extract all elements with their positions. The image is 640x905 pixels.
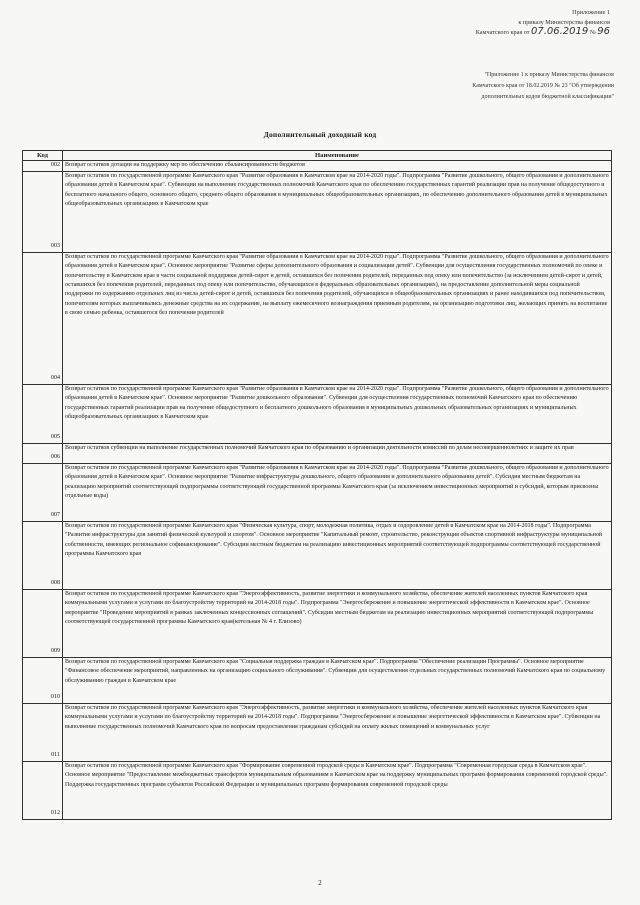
row-name: Возврат остатков по государственной программе Камчатского края "Энергоэффективность, развитие энергетики и коммунального хозяйства, обеспечение жителей населенных пунктов Камчатского края коммунальными услугами и услугами по благоустройству территорий на 2014-2018 годы". Подпрограмма "Энергосбережение и повышение энергетической эффективности в Камчатском крае". Основное мероприятие "Проведение мероприятий в рамках заключенных концессионных соглашений". Субсидии местным бюджетам на реализацию инвестиционных мероприятий соответствующей подпрограммы соответствующей государственной программы Камчатского края(котельная № 4 г. Елизово)	[63, 589, 612, 657]
previous-order-line-1: "Приложение 1 к приказу Министерства финансов	[484, 72, 614, 78]
row-name: Возврат остатков по государственной программе Камчатского края "Развитие образования в Камчатском крае на 2014-2020 годы". Подпрограмма "Развитие дошкольного, общего образования и дополнительного образования детей в Камчатском крае". Основное мероприятие "Развитие инфраструктуры дошкольного, общего образования и дополнительного образования детей". Субсидия местным бюджетам на реализацию мероприятий соответствующей подпрограммы соответствующей государственной программы Камчатского края (за исключением инвестиционных мероприятий и субсидий, которым присвоены отдельные коды)	[63, 463, 612, 521]
row-code: 010	[23, 657, 63, 703]
row-code: 008	[23, 521, 63, 589]
table-row	[23, 657, 612, 703]
table-row	[23, 252, 612, 384]
table-row	[23, 589, 612, 657]
appendix-label: Приложение 1	[572, 9, 610, 16]
table-row	[23, 384, 612, 443]
row-name: Возврат остатков по государственной программе Камчатского края "Формирование современной городской среды в Камчатском крае". Подпрограмма "Современная городская среда в Камчатском крае". Основное мероприятие "Предоставление межбюджетных трансфертов муниципальным образованиям в Камчатском крае на поддержку муниципальных программ формирования современной городской среды". Поддержка государственных программ субъектов Российской Федерации и муниципальных программ формирования современной городской среды	[63, 761, 612, 819]
appendix-number-label: №	[589, 29, 596, 36]
income-codes-table	[22, 150, 612, 820]
row-name: Возврат остатков по государственной программе Камчатского края "Социальная поддержка граждан в Камчатском крае". Подпрограмма "Обеспечение реализации Программы". Основное мероприятие "Финансовое обеспечение мероприятий, направленных на организацию социального обслуживания". Субвенции для осуществления отдельных государственных полномочий Камчатского края по социальному обслуживанию граждан в Камчатском крае	[63, 657, 612, 703]
table-row	[23, 521, 612, 589]
row-code: 005	[23, 384, 63, 443]
row-code: 011	[23, 703, 63, 761]
table-row	[23, 703, 612, 761]
row-name: Возврат остатков по государственной программе Камчатского края "Энергоэффективность, развитие энергетики и коммунального хозяйства, обеспечение жителей населенных пунктов Камчатского края коммунальными услугами и услугами по благоустройству территорий на 2014-2018 годы". Подпрограмма "Энергосбережение и повышение энергетической эффективности в Камчатском крае". Субвенции на выполнение государственных полномочий Камчатского края по вопросам предоставления гражданам субсидий на оплату жилых помещений и коммунальных услуг	[63, 703, 612, 761]
table-row	[23, 443, 612, 463]
row-code: 004	[23, 252, 63, 384]
row-name: Возврат остатков по государственной программе Камчатского края "Развитие образования в Камчатском крае на 2014-2020 годы". Подпрограмма "Развитие дошкольного, общего образования и дополнительного образования детей в Камчатском крае". Субвенции на выполнение государственных полномочий Камчатского края по обеспечению государственных гарантий реализации прав на получение общедоступного и бесплатного начального общего, основного общего, среднего общего образования в муниципальных общеобразовательных организациях, по обеспечению дополнительного образования детей в муниципальных общеобразовательных организациях в Камчатском крае	[63, 171, 612, 252]
appendix-number: 96	[597, 26, 610, 37]
row-code: 007	[23, 463, 63, 521]
row-name: Возврат остатков по государственной программе Камчатского края "Физическая культура, спорт, молодежная политика, отдых и оздоровление детей в Камчатском крае на 2014-2018 годы". Подпрограмма "Развитие инфраструктуры для занятий физической культурой и спортом". Основное мероприятие "Капитальный ремонт, строительство, реконструкция объектов спортивной инфраструктуры муниципальной собственности, имеющих региональное софинансирование". Субсидии местным бюджетам на реализацию инвестиционных мероприятий соответствующей подпрограммы соответствующей государственной программы Камчатского края	[63, 521, 612, 589]
table-header-row	[23, 151, 612, 161]
header-code: Код	[23, 151, 63, 161]
page-number: 2	[318, 879, 322, 887]
table-row	[23, 761, 612, 819]
row-code: 012	[23, 761, 63, 819]
table-row	[23, 161, 612, 171]
row-name: Возврат остатков по государственной программе Камчатского края "Развитие образования в Камчатском крае на 2014-2020 годы". Подпрограмма "Развитие дошкольного, общего образования и дополнительного образования детей в Камчатском крае". Основное мероприятие "Развитие дошкольного образования". Субвенции для осуществления государственных полномочий Камчатского края по обеспечению государственных гарантий реализации прав на получение общедоступного и бесплатного дошкольного образования в муниципальных дошкольных образовательных организациях и муниципальных общеобразовательных организациях в Камчатском крае	[63, 384, 612, 443]
previous-order-line-2: Камчатского края от 18.02.2019 № 23 "Об утверждении	[472, 83, 614, 89]
table-row	[23, 171, 612, 252]
appendix-region-label: Камчатского края от	[475, 29, 530, 36]
row-name: Возврат остатков субвенции на выполнение государственных полномочий Камчатского края по образованию и организации деятельности комиссий по делам несовершеннолетних и защите их прав	[63, 443, 612, 463]
previous-order-line-3: дополнительных кодов бюджетной классификации"	[481, 94, 614, 100]
row-name: Возврат остатков дотации на поддержку мер по обеспечению сбалансированности бюджетов	[63, 161, 612, 171]
row-code: 002	[23, 161, 63, 171]
table-row	[23, 463, 612, 521]
appendix-date-line	[350, 27, 610, 38]
row-code: 006	[23, 443, 63, 463]
appendix-order-ref: к приказу Министерства финансов	[518, 18, 610, 26]
row-code: 009	[23, 589, 63, 657]
appendix-header	[350, 8, 610, 38]
document-title: Дополнительный доходный код	[263, 130, 377, 139]
row-code: 003	[23, 171, 63, 252]
row-name: Возврат остатков по государственной программе Камчатского края "Развитие образования в Камчатском крае на 2014-2020 годы". Подпрограмма "Развитие дошкольного, общего образования и дополнительного образования детей в Камчатском крае". Основное мероприятие "Развитие сферы дополнительного образования и социализации детей". Субвенции для осуществления государственных полномочий по опеке и попечительству в Камчатском крае в части социальной поддержки детей-сирот и детей, оставшихся без попечения родителей, переданных под опеку или попечительство (за исключением детей-сирот и детей, оставшихся без попечения родителей, переданных под опеку или попечительство, обучающихся в федеральных образовательных организациях), на предоставление дополнительной меры социальной поддержки по содержанию отдельных лиц из числа детей-сирот и детей, оставшихся без попечения родителей, обучающихся в общеобразовательных организациях и ранее находившихся под попечительством, попечителям которых выплачивались денежные средства на их содержание, на выплату ежемесячного вознаграждения приемным родителям, на организацию подготовки лиц, желающих принять на воспитание в свою семью ребенка, оставшегося без попечения родителей	[63, 252, 612, 384]
appendix-previous-order	[384, 70, 614, 103]
appendix-date: 07.06.2019	[531, 26, 589, 37]
header-name: Наименование	[63, 151, 612, 161]
